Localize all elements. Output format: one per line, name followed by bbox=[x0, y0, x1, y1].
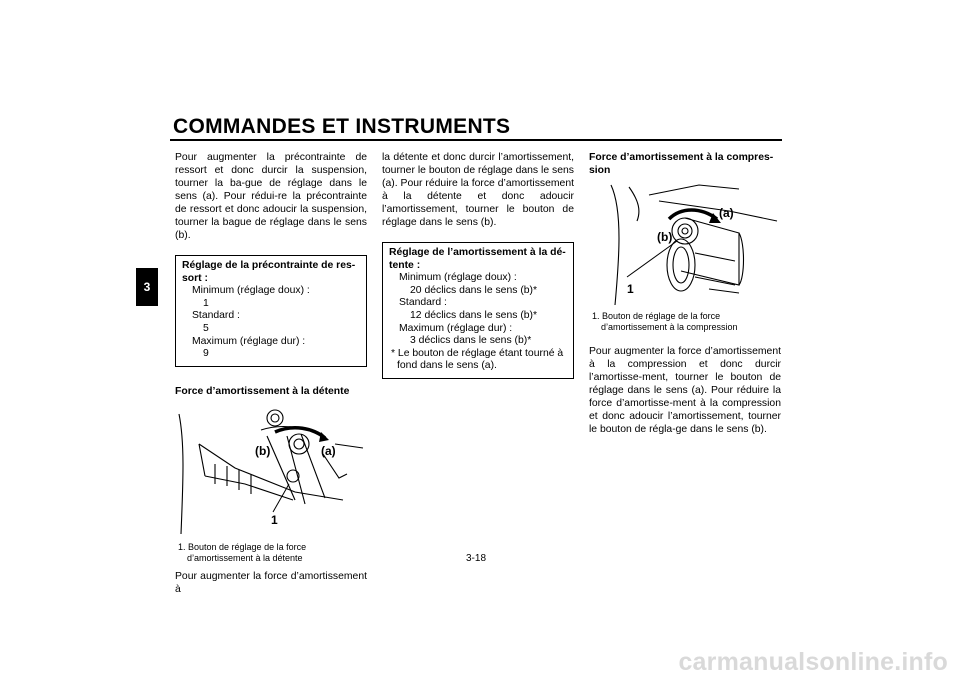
rebound-figure-caption: 1. Bouton de réglage de la force d’amortissement à la détente bbox=[178, 541, 307, 563]
compression-damping-heading: Force d’amortissement à la compres-sion bbox=[589, 152, 774, 176]
label-a: (a) bbox=[719, 206, 734, 220]
compression-damping-paragraph: Pour augmenter la force d’amortissement à la compression et donc durcir l’amortisse-ment, tourner le bouton de réglage dans le sens (a). Pour réduire la force d’amortisse-ment à la compression et donc adoucir l’amortissement, tourner le bouton de régla-ge dans le sens (b). bbox=[589, 346, 781, 435]
column-3 bbox=[589, 151, 781, 436]
min-value: 20 déclics dans le sens (b)* bbox=[410, 284, 538, 296]
std-value: 12 déclics dans le sens (b)* bbox=[410, 309, 538, 321]
label-b: (b) bbox=[657, 230, 673, 244]
page-number: 3-18 bbox=[466, 553, 487, 564]
label-1: 1 bbox=[271, 512, 278, 527]
box-title: Réglage de l’amortissement à la dé-tente : bbox=[389, 247, 566, 271]
rebound-damping-settings-box bbox=[382, 242, 574, 379]
max-label: Maximum (réglage dur) : bbox=[192, 335, 306, 347]
max-value: 9 bbox=[203, 348, 209, 360]
rebound-damping-figure bbox=[175, 404, 367, 540]
label-b: (b) bbox=[255, 443, 271, 458]
compression-damping-figure bbox=[589, 181, 781, 309]
header-rule bbox=[170, 139, 782, 141]
spring-preload-paragraph: Pour augmenter la précontrainte de ressort et donc durcir la suspension, tourner la ba-gue de réglage dans le sens (a). Pour rédui-re la précontrainte de ressort et donc adoucir la suspension, tourner la bague de réglage dans le sens (b). bbox=[175, 152, 367, 241]
column-2 bbox=[382, 151, 574, 379]
rebound-damping-paragraph: la détente et donc durcir l’amortissement, tourner le bouton de réglage dans le sens (a). Pour réduire la force d’amortissement à la détente et donc adoucir l’amortissement, tourner le bouton de réglage dans le sens (b). bbox=[382, 152, 574, 228]
box-title: Réglage de la précontrainte de res-sort : bbox=[182, 260, 356, 284]
compression-damping-illustration bbox=[589, 181, 781, 309]
std-label: Standard : bbox=[192, 310, 240, 322]
max-value: 3 déclics dans le sens (b)* bbox=[410, 335, 532, 347]
spring-preload-settings-box bbox=[175, 255, 367, 367]
std-value: 5 bbox=[203, 322, 209, 334]
box-footnote: * Le bouton de réglage étant tourné à fond dans le sens (a). bbox=[391, 347, 564, 372]
label-a: (a) bbox=[321, 443, 336, 458]
rebound-damping-illustration bbox=[175, 404, 367, 540]
watermark: carmanualsonline.info bbox=[678, 648, 948, 676]
page-title: COMMANDES ET INSTRUMENTS bbox=[173, 115, 511, 138]
compression-figure-caption: 1. Bouton de réglage de la force d’amortissement à la compression bbox=[592, 311, 738, 332]
chapter-tab: 3 bbox=[136, 268, 158, 306]
min-label: Minimum (réglage doux) : bbox=[192, 285, 310, 297]
label-1: 1 bbox=[627, 282, 634, 296]
min-label: Minimum (réglage doux) : bbox=[399, 272, 517, 284]
min-value: 1 bbox=[203, 297, 209, 309]
column-1 bbox=[175, 151, 367, 596]
rebound-damping-heading: Force d’amortissement à la détente bbox=[175, 385, 350, 397]
rebound-intro-text: Pour augmenter la force d’amortissement à bbox=[175, 570, 367, 595]
max-label: Maximum (réglage dur) : bbox=[399, 322, 513, 334]
std-label: Standard : bbox=[399, 297, 447, 309]
